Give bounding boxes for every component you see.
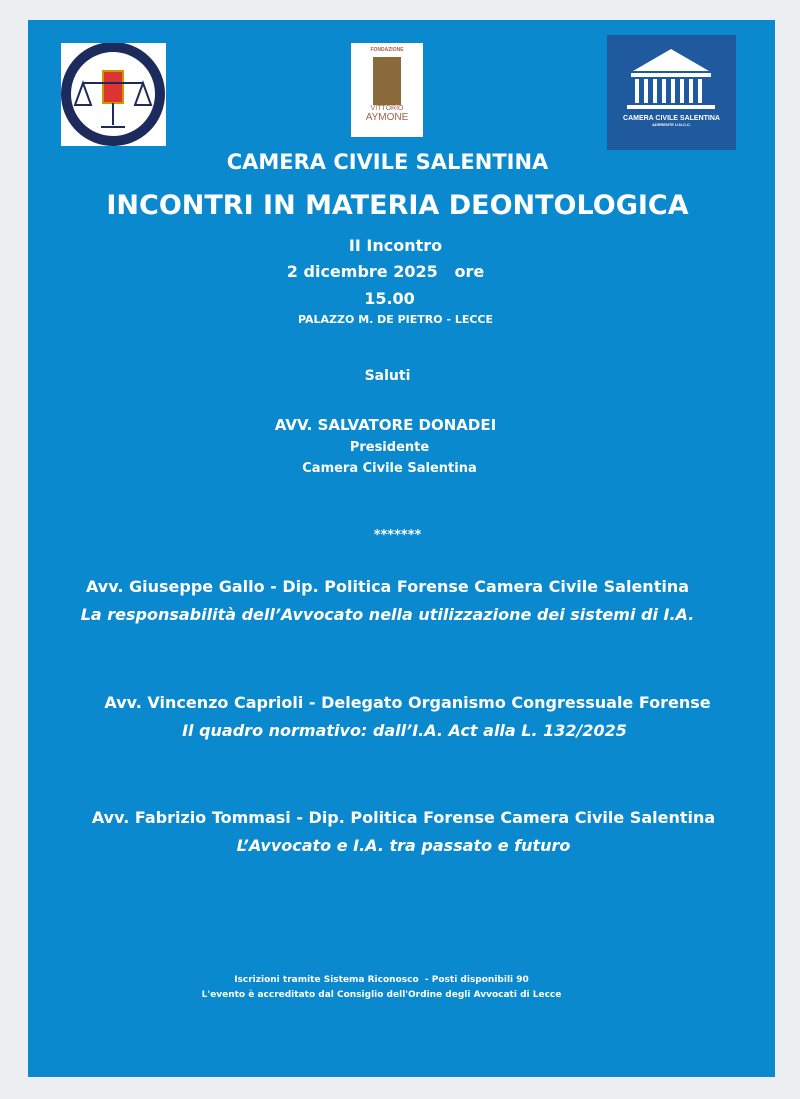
logo-text: VITTORIO [370, 105, 404, 112]
event-venue: PALAZZO M. DE PIETRO - LECCE [297, 313, 494, 326]
event-poster [28, 20, 775, 1077]
logo-text: ADERENTE U.N.C.C. [651, 122, 692, 127]
event-title: INCONTRI IN MATERIA DEONTOLOGICA [106, 190, 689, 221]
session-label: II Incontro [348, 236, 443, 255]
event-date: 2 dicembre 2025 ore [286, 262, 485, 281]
accreditation-info: L'evento è accreditato dal Consiglio dell'Ordine degli Avvocati di Lecce [201, 990, 562, 1000]
speaker-name: Avv. Giuseppe Gallo - Dip. Politica Forense Camera Civile Salentina [85, 577, 690, 596]
organizer-name: CAMERA CIVILE SALENTINA [226, 150, 549, 174]
fondazione-aymone-logo [351, 43, 423, 137]
ordine-avvocati-logo [61, 43, 166, 146]
registration-info: Iscrizioni tramite Sistema Riconosco - Posti disponibili 90 [234, 975, 529, 985]
event-time: 15.00 [364, 289, 415, 308]
speaker-topic: La responsabilità dell’Avvocato nella utilizzazione dei sistemi di I.A. [80, 605, 695, 624]
greetings-org: Camera Civile Salentina [302, 461, 477, 476]
speaker-topic: L’Avvocato e I.A. tra passato e futuro [236, 836, 571, 855]
speaker-topic: Il quadro normativo: dall’I.A. Act alla L. 132/2025 [182, 721, 627, 740]
logo-text: AYMONE [365, 112, 409, 123]
logo-text: FONDAZIONE [370, 47, 404, 53]
greetings-name: AVV. SALVATORE DONADEI [274, 416, 497, 434]
greetings-label: Saluti [364, 368, 411, 384]
camera-civile-logo [607, 35, 736, 150]
speaker-name: Avv. Fabrizio Tommasi - Dip. Politica Forense Camera Civile Salentina [91, 808, 716, 827]
logo-text: CAMERA CIVILE SALENTINA [623, 115, 720, 122]
speaker-name: Avv. Vincenzo Caprioli - Delegato Organismo Congressuale Forense [104, 693, 711, 712]
greetings-role: Presidente [349, 440, 430, 455]
separator: ******* [373, 528, 422, 543]
